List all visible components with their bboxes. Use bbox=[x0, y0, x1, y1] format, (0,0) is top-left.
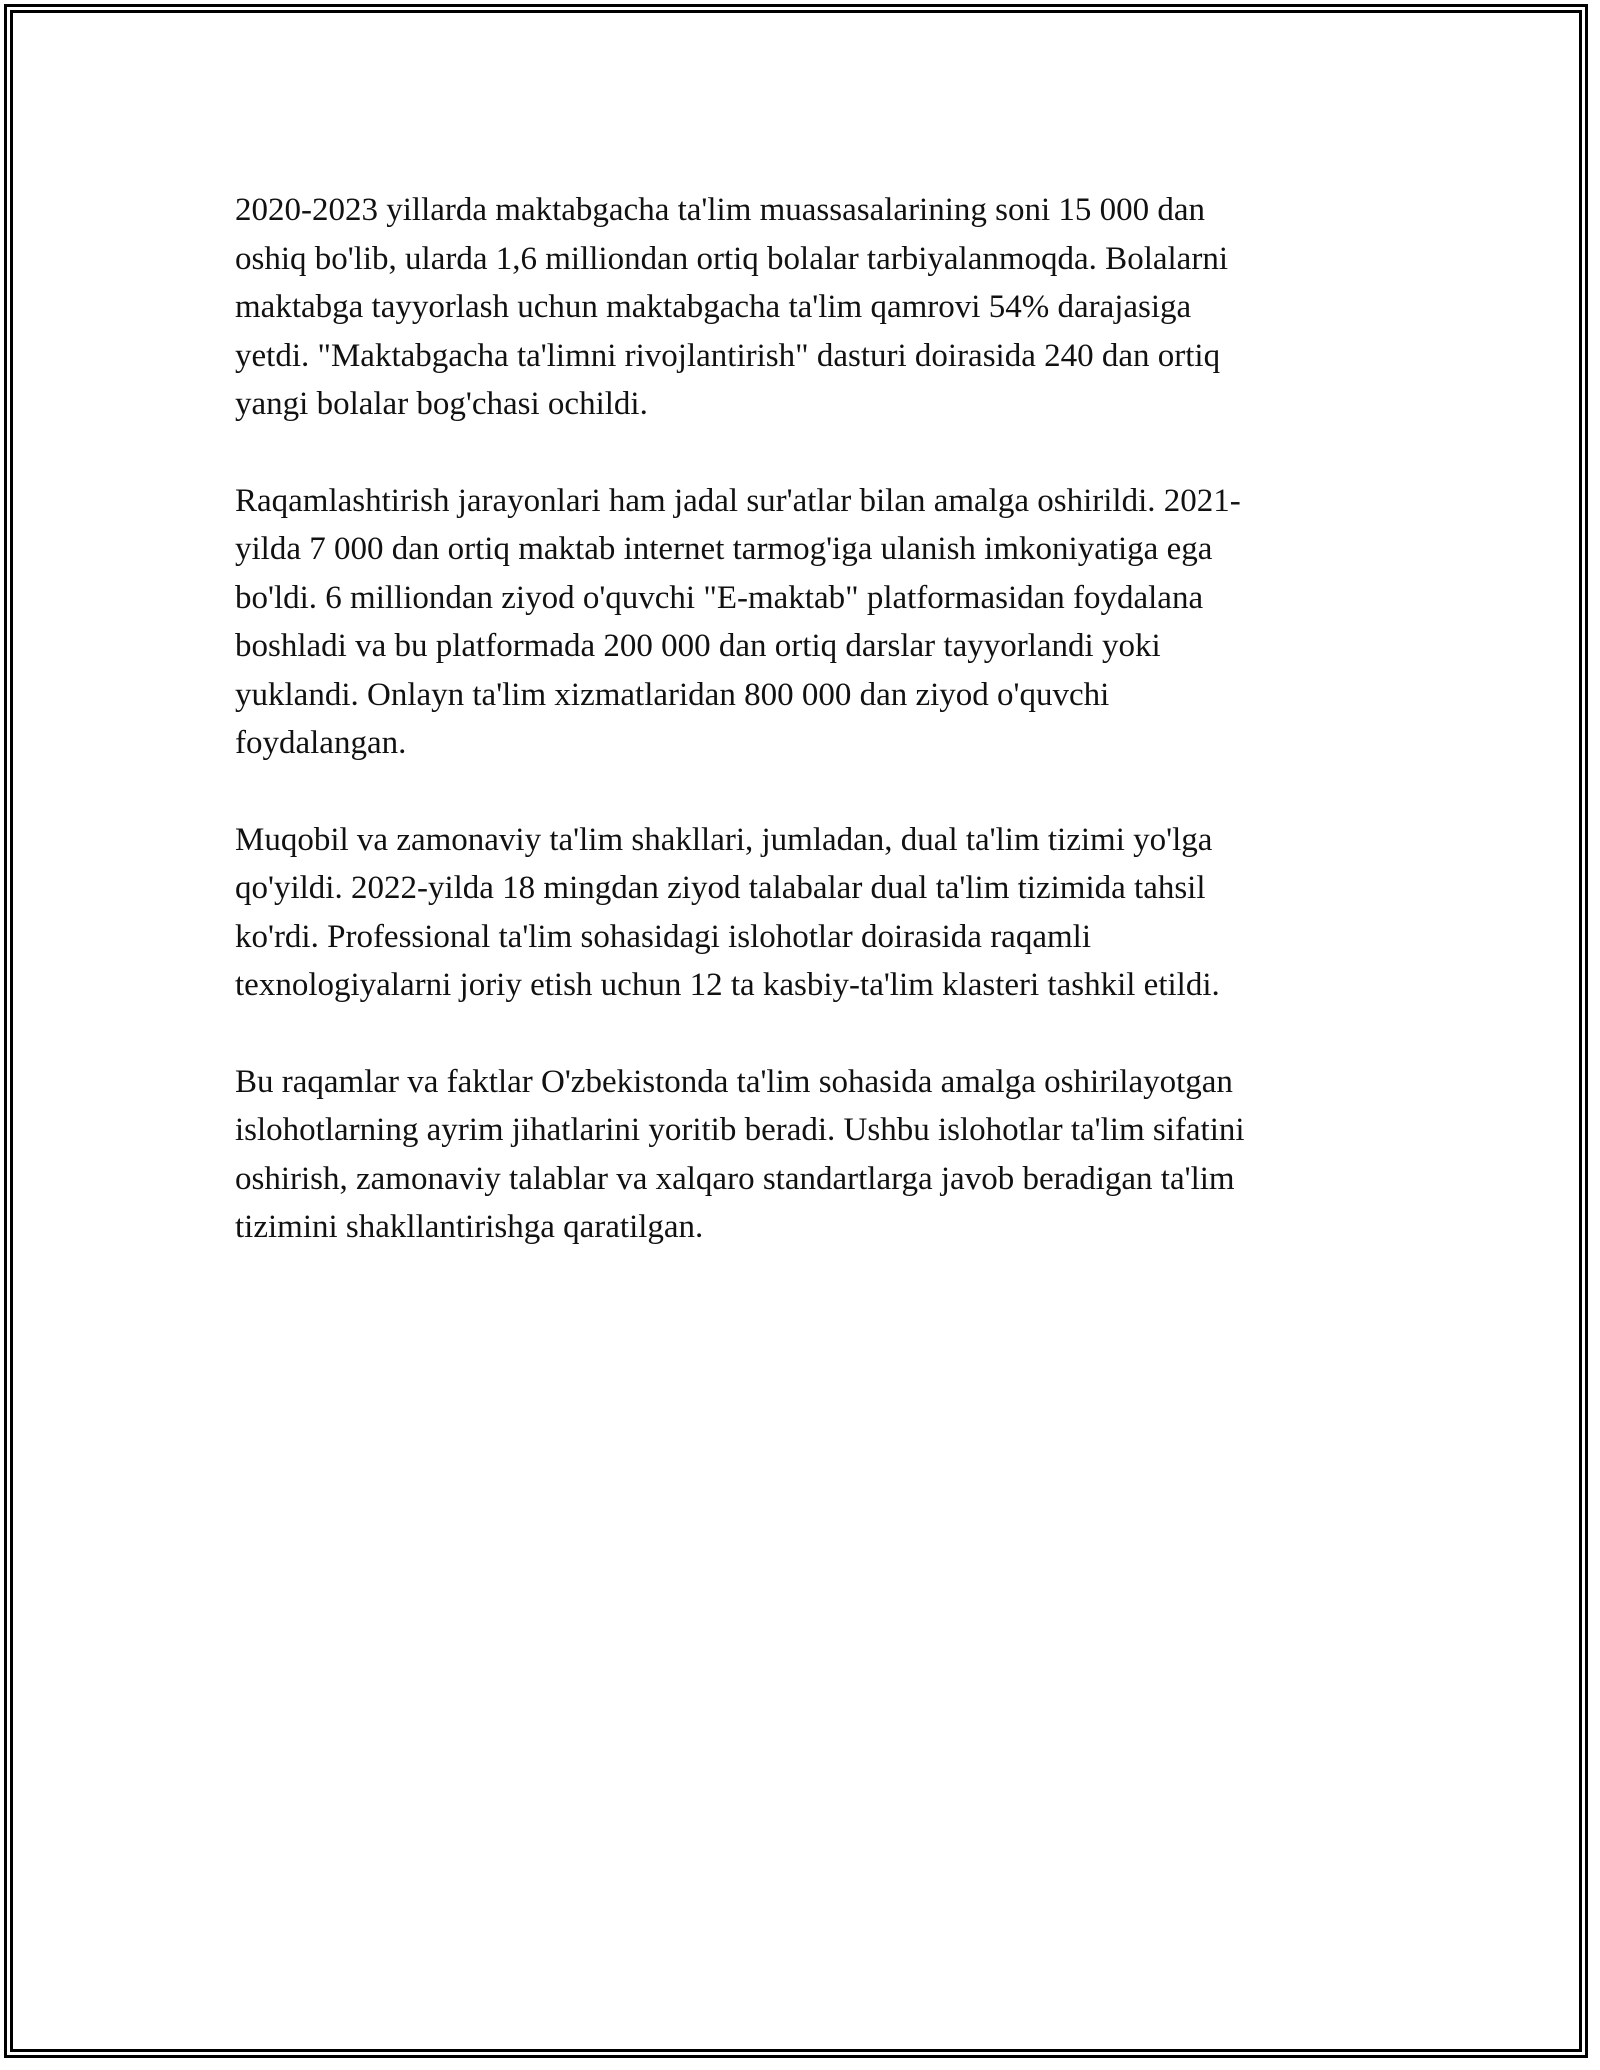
text-line: Bu raqamlar va faktlar O'zbekistonda ta'lim sohasida amalga oshirilayotgan bbox=[235, 1063, 1233, 1100]
text-line: yetdi. "Maktabgacha ta'limni rivojlantirish" dasturi doirasida 240 dan ortiq bbox=[235, 337, 1221, 374]
text-line: bo'ldi. 6 milliondan ziyod o'quvchi "E-maktab" platformasidan foydalana bbox=[235, 579, 1204, 616]
paragraph-preschool-education bbox=[235, 186, 1375, 429]
text-line: maktabga tayyorlash uchun maktabgacha ta'lim qamrovi 54% darajasiga bbox=[235, 289, 1192, 325]
paragraph-conclusion bbox=[235, 1058, 1375, 1252]
text-line: yuklandi. Onlayn ta'lim xizmatlaridan 800 000 dan ziyod o'quvchi bbox=[235, 676, 1110, 713]
text-line: yangi bolalar bog'chasi ochildi. bbox=[235, 386, 648, 422]
text-line: qo'yildi. 2022-yilda 18 mingdan ziyod talabalar dual ta'lim tizimida tahsil bbox=[235, 870, 1206, 906]
text-line: oshiq bo'lib, ularda 1,6 milliondan ortiq bolalar tarbiyalanmoqda. Bolalarni bbox=[235, 240, 1228, 277]
text-line: tizimini shakllantirishga qaratilgan. bbox=[235, 1209, 704, 1245]
text-line: foydalangan. bbox=[235, 725, 407, 761]
text-line: islohotlarning ayrim jihatlarini yoritib beradi. Ushbu islohotlar ta'lim sifatini bbox=[235, 1112, 1245, 1148]
text-line: 2020-2023 yillarda maktabgacha ta'lim muassasalarining soni 15 000 dan bbox=[235, 192, 1206, 228]
text-line: yilda 7 000 dan ortiq maktab internet tarmog'iga ulanish imkoniyatiga ega bbox=[235, 531, 1213, 567]
paragraph-digitalization bbox=[235, 477, 1375, 768]
document-body bbox=[235, 186, 1375, 1300]
text-line: oshirish, zamonaviy talablar va xalqaro standartlarga javob beradigan ta'lim bbox=[235, 1160, 1235, 1197]
text-line: Raqamlashtirish jarayonlari ham jadal sur'atlar bilan amalga oshirildi. 2021- bbox=[235, 482, 1241, 519]
text-line: texnologiyalarni joriy etish uchun 12 ta kasbiy-ta'lim klasteri tashkil etildi. bbox=[235, 967, 1220, 1003]
text-line: boshladi va bu platformada 200 000 dan ortiq darslar tayyorlandi yoki bbox=[235, 628, 1161, 664]
text-line: Muqobil va zamonaviy ta'lim shakllari, jumladan, dual ta'lim tizimi yo'lga bbox=[235, 821, 1213, 858]
text-line: ko'rdi. Professional ta'lim sohasidagi islohotlar doirasida raqamli bbox=[235, 918, 1091, 955]
paragraph-dual-education bbox=[235, 816, 1375, 1010]
